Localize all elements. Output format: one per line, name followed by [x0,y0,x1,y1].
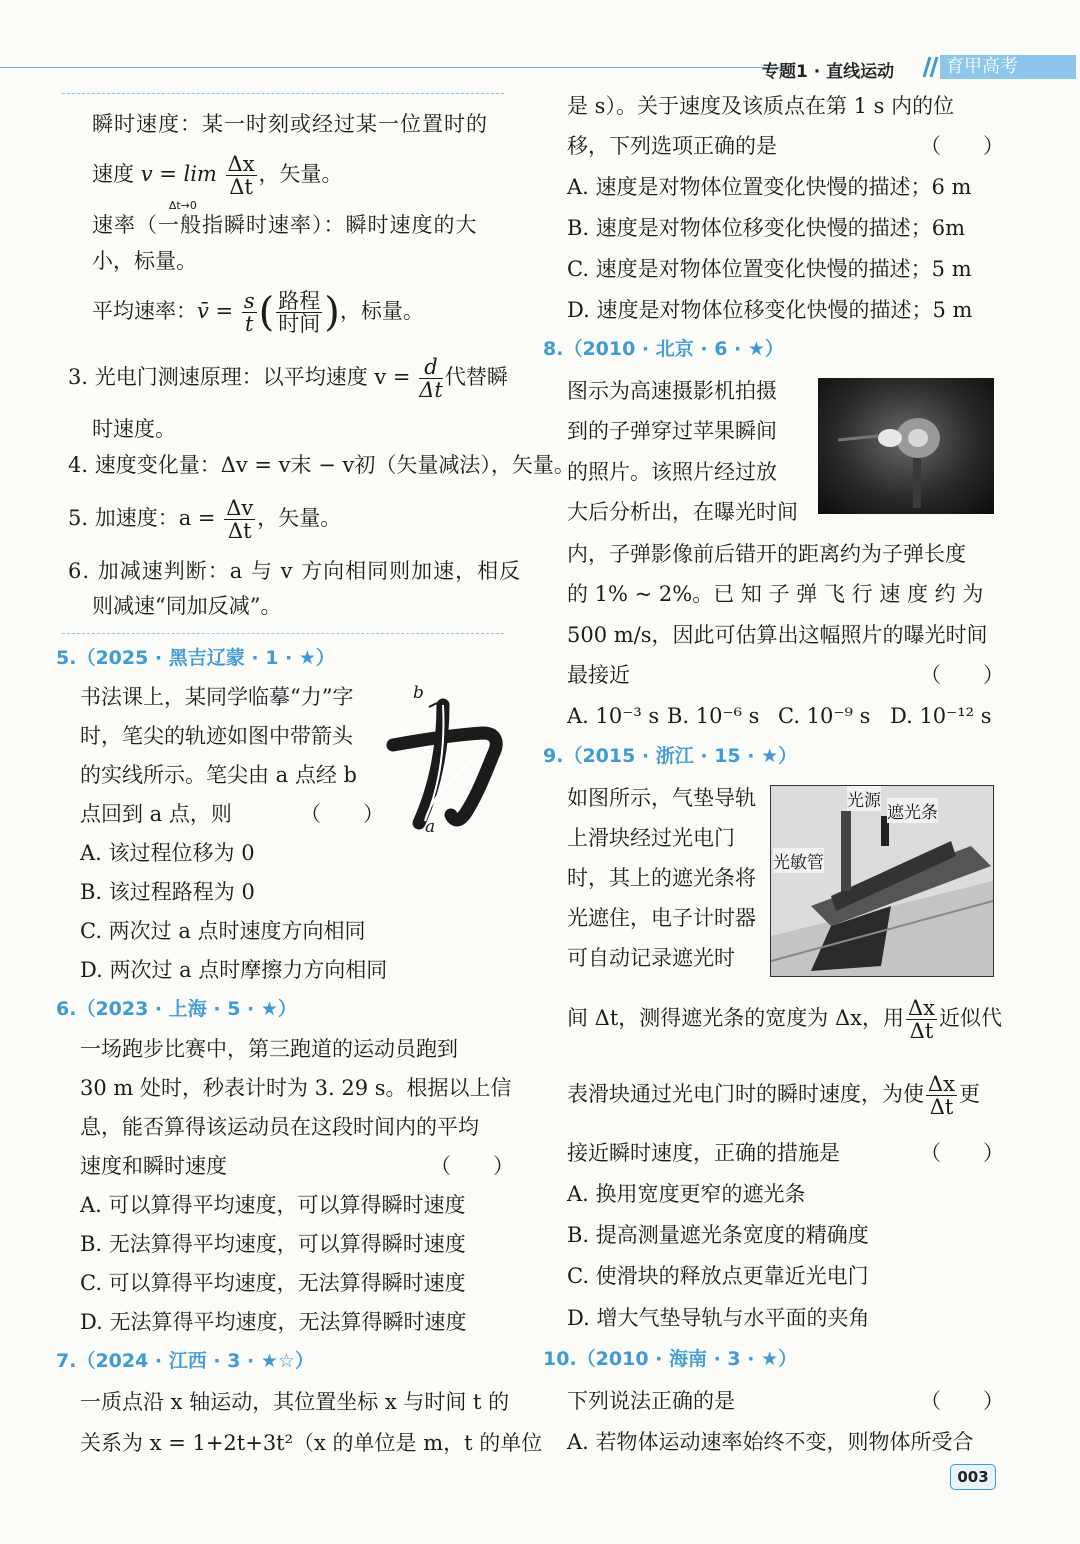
question-5-line: 的实线所示。笔尖由 a 点经 b [80,763,357,787]
answer-blank[interactable]: （ ） [920,1389,1004,1413]
question-6-line: 30 m 处时，秒表计时为 3. 29 s。根据以上信 [80,1076,512,1100]
brand-label: 育甲高考 [940,55,1076,79]
air-track-photo [770,785,994,977]
knowledge-item3: 3. 光电门测速原理：以平均速度 v = $\frac{d}{\Delta t}$ 代替瞬 [68,355,508,402]
question-9-line: 可自动记录遮光时 [567,946,735,970]
question-7-line: 一质点沿 x 轴运动，其位置坐标 x 与时间 t 的 [80,1390,510,1414]
header-rule [0,67,780,68]
bullet-apple-photo [818,378,994,514]
knowledge-item5: 5. 加速度：a = $\frac{\Delta v}{\Delta t}$ ，矢量。 [68,496,342,543]
question-5-line: 点回到 a 点，则 [80,802,232,826]
question-7-option-c[interactable]: C. 速度是对物体位置变化快慢的描述；5 m [567,257,972,281]
knowledge-item4: 4. 速度变化量：Δv = v末 − v初（矢量减法），矢量。 [68,453,575,477]
figure-label-photodiode: 光敏管 [773,848,824,873]
question-6-option-b[interactable]: B. 无法算得平均速度，可以算得瞬时速度 [80,1232,466,1256]
question-9-line: 时，其上的遮光条将 [567,866,756,890]
chapter-title: 专题1 · 直线运动 [762,62,895,82]
knowledge-item6-line1: 6. 加减速判断：a 与 v 方向相同则加速，相反 [68,559,522,583]
question-9-line: 上滑块经过光电门 [567,826,735,850]
question-5-header: 5.（2025 · 黑吉辽蒙 · 1 · ★） [56,647,335,669]
question-6-line: 息，能否算得该运动员在这段时间内的平均 [80,1115,479,1139]
calligraphy-figure [385,683,505,838]
knowledge-item3-line2: 时速度。 [92,417,176,441]
question-6-option-c[interactable]: C. 可以算得平均速度，无法算得瞬时速度 [80,1271,466,1295]
question-8-line: 图示为高速摄影机拍摄 [567,379,777,403]
page-number: 003 [950,1464,996,1490]
answer-blank[interactable]: （ ） [430,1154,514,1178]
question-7-line: 关系为 x = 1+2t+3t²（x 的单位是 m，t 的单位 [80,1431,543,1455]
question-8-line: 最接近 [567,663,630,687]
question-9-line: 光遮住，电子计时器 [567,906,756,930]
knowledge-avg-speed: 平均速率：v̄ = $\frac{s}{t}$ ( $\frac{\text{路程}}{\text{时间}}$ )，标量。 [92,289,424,336]
question-9-line: 间 Δt，测得遮光条的宽度为 Δx，用 $\frac{\Delta x}{\Delta t}$ 近似代 [567,996,1002,1043]
question-10-header: 10.（2010 · 海南 · 3 · ★） [543,1348,798,1370]
question-9-option-d[interactable]: D. 增大气垫导轨与水平面的夹角 [567,1306,870,1330]
question-8-line: 500 m/s，因此可估算出这幅照片的曝光时间 [567,623,988,647]
question-9-option-c[interactable]: C. 使滑块的释放点更靠近光电门 [567,1264,869,1288]
question-6-option-a[interactable]: A. 可以算得平均速度，可以算得瞬时速度 [80,1193,466,1217]
divider [62,633,504,634]
question-7-option-a[interactable]: A. 速度是对物体位置变化快慢的描述；6 m [567,175,972,199]
question-5-option-c[interactable]: C. 两次过 a 点时速度方向相同 [80,919,366,943]
question-5-line: 书法课上，某同学临摹“力”字 [80,685,354,709]
question-9-header: 9.（2015 · 浙江 · 15 · ★） [543,745,798,767]
question-7-line: 是 s）。关于速度及该质点在第 1 s 内的位 [567,94,955,118]
question-8-line: 大后分析出，在曝光时间 [567,500,798,524]
question-7-option-b[interactable]: B. 速度是对物体位移变化快慢的描述；6m [567,216,966,240]
question-9-line: 如图所示，气垫导轨 [567,786,756,810]
answer-blank[interactable]: （ ） [300,802,384,826]
question-8-line: 内，子弹影像前后错开的距离约为子弹长度 [567,542,966,566]
question-8-option-a[interactable]: A. 10⁻³ s [567,704,660,728]
knowledge-speed-line1: 速率（一般指瞬时速率）：瞬时速度的大 [92,213,478,237]
question-7-option-d[interactable]: D. 速度是对物体位移变化快慢的描述；5 m [567,298,973,322]
question-10-line: 下列说法正确的是 [567,1389,735,1413]
question-9-option-a[interactable]: A. 换用宽度更窄的遮光条 [567,1182,806,1206]
question-8-option-b[interactable]: B. 10⁻⁶ s [667,704,760,728]
question-8-line: 的 1% ~ 2%。已 知 子 弹 飞 行 速 度 约 为 [567,582,984,606]
question-6-option-d[interactable]: D. 无法算得平均速度，无法算得瞬时速度 [80,1310,467,1334]
question-6-header: 6.（2023 · 上海 · 5 · ★） [56,998,297,1020]
figure-label-a: a [425,817,436,837]
question-10-option-a[interactable]: A. 若物体运动速率始终不变，则物体所受合 [567,1430,974,1454]
question-5-option-d[interactable]: D. 两次过 a 点时摩擦力方向相同 [80,958,388,982]
question-8-line: 的照片。该照片经过放 [567,460,777,484]
question-9-option-b[interactable]: B. 提高测量遮光条宽度的精确度 [567,1223,869,1247]
question-8-line: 到的子弹穿过苹果瞬间 [567,419,777,443]
question-9-line: 接近瞬时速度，正确的措施是 [567,1141,840,1165]
knowledge-inst-velocity-line1: 瞬时速度：某一时刻或经过某一位置时的 [92,112,488,136]
answer-blank[interactable]: （ ） [920,663,1004,687]
question-5-option-b[interactable]: B. 该过程路程为 0 [80,880,255,904]
question-9-line: 表滑块通过光电门时的瞬时速度，为使 $\frac{\Delta x}{\Delta t}$ 更 [567,1072,981,1119]
knowledge-item6-line2: 则减速“同加反减”。 [92,594,282,618]
question-5-line: 时，笔尖的轨迹如图中带箭头 [80,724,353,748]
question-8-option-d[interactable]: D. 10⁻¹² s [890,704,992,728]
figure-label-b: b [413,683,424,703]
answer-blank[interactable]: （ ） [920,1141,1004,1165]
figure-label-shading-strip: 遮光条 [887,798,938,823]
knowledge-speed-line2: 小，标量。 [92,249,197,273]
brand-slash-icon [918,55,940,79]
question-8-option-c[interactable]: C. 10⁻⁹ s [778,704,871,728]
question-5-option-a[interactable]: A. 该过程位移为 0 [80,841,255,865]
knowledge-inst-velocity-line2: 速度 v = lim Δt→0 $\frac{\Delta x}{\Delta t}$ ，矢量。 [92,152,343,212]
question-6-line: 速度和瞬时速度 [80,1154,227,1178]
question-6-line: 一场跑步比赛中，第三跑道的运动员跑到 [80,1037,458,1061]
answer-blank[interactable]: （ ） [920,134,1004,158]
question-8-header: 8.（2010 · 北京 · 6 · ★） [543,338,784,360]
divider [62,93,504,94]
figure-label-light-source: 光源 [847,786,881,811]
question-7-line: 移，下列选项正确的是 [567,134,777,158]
question-7-header: 7.（2024 · 江西 · 3 · ★☆） [56,1350,314,1372]
